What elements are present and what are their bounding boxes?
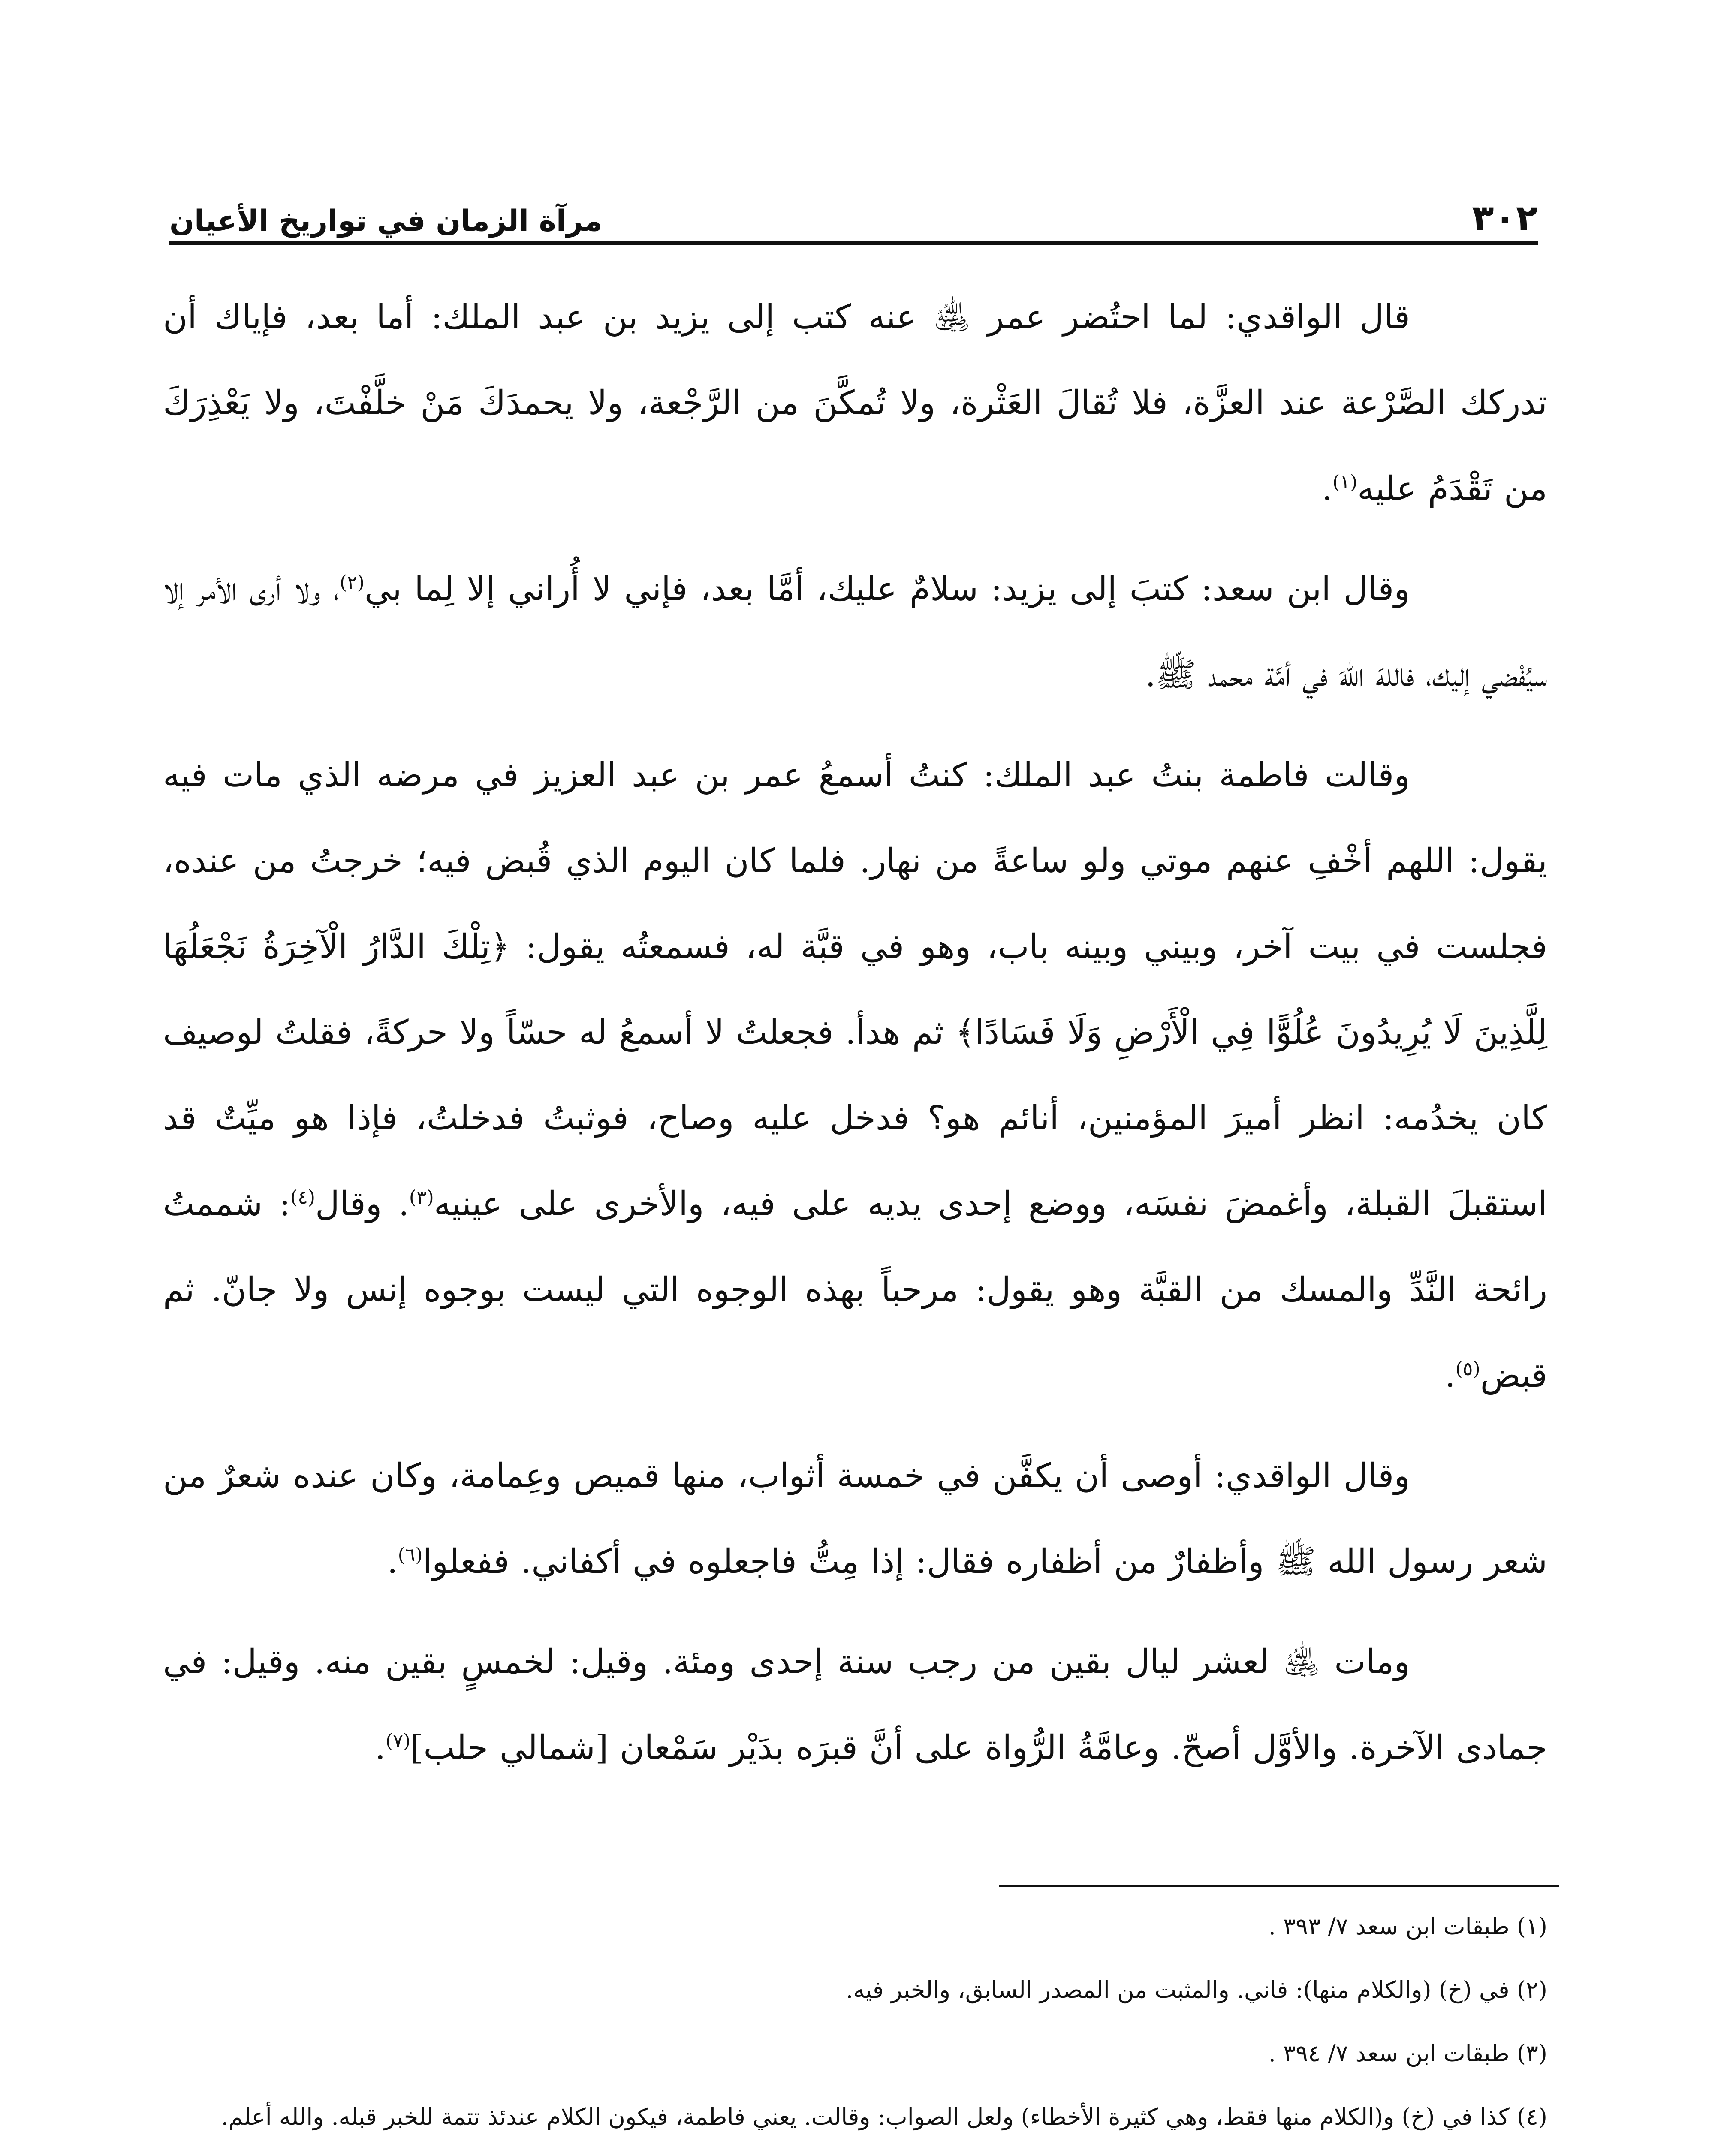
- footnote-ref-4: (٤): [290, 1186, 316, 1208]
- paragraph-4: وقال الواقدي: أوصى أن يكفَّن في خمسة أثواب، منها قميص وعِمامة، وكان عنده شعرٌ من شعر رسول الله ﷺ وأظفارٌ من أظفاره فقال: إذا مِتُّ فاجعلوه في أكفاني. ففعلوا$^{(٦)}$.: [163, 1457, 1547, 1581]
- header-rule: [169, 241, 1538, 245]
- paragraph-1: قال الواقدي: لما احتُضر عمر ﵁ عنه كتب إلى يزيد بن عبد الملك: أما بعد، فإياك أن تدركك الصَّرْعة عند العزَّة، فلا تُقالَ العَثْرة، ولا تُمكَّنَ من الرَّجْعة، ولا يحمدَكَ مَنْ خلَّفْتَ، ولا يَعْذِرَكَ من تَقْدَمُ عليه$^{(١)}$.: [163, 298, 1547, 508]
- page-number: ٣٠٢: [1472, 197, 1538, 239]
- footnote-ref-3: (٣): [409, 1186, 434, 1208]
- footnote-2: (٢) في (خ) (والكلام منها): فاني. والمثبت من المصدر السابق، والخبر فيه.: [846, 1976, 1547, 2003]
- paragraph-3: وقالت فاطمة بنتُ عبد الملك: كنتُ أسمعُ عمر بن عبد العزيز في مرضه الذي مات فيه يقول: اللهم أخْفِ عنهم موتي ولو ساعةً من نهار. فلما كان اليوم الذي قُبض فيه؛ خرجتُ من عنده، فجلست في بيت آخر، وبيني وبينه باب، وهو في قبَّة له، فسمعتُه يقول: ﴿تِلْكَ الدَّارُ الْآخِرَةُ نَجْعَلُهَا لِلَّذِينَ لَا يُرِيدُونَ عُلُوًّا فِي الْأَرْضِ وَلَا فَسَادًا﴾ ثم هدأ. فجعلتُ لا أسمعُ له حسّاً ولا حركةً، فقلتُ لوصيف كان يخدُمه: انظر أميرَ المؤمنين، أنائم هو؟ فدخل عليه وصاح، فوثبتُ فدخلتُ، فإذا هو ميِّتٌ قد استقبلَ القبلة، وأغمضَ نفسَه، ووضع إحدى يديه على فيه، والأخرى على عينيه$^{(٣)}$. وقال$^{(٤)}$: شممتُ رائحة النَّدِّ والمسك من القبَّة وهو يقول: مرحباً بهذه الوجوه التي ليست بوجوه إنس ولا جانّ. ثم قبض$^{(٥)}$.: [163, 756, 1548, 1395]
- footnote-ref-2: (٢): [339, 572, 365, 593]
- footnote-ref-1: (١): [1332, 471, 1358, 493]
- footnote-separator: [999, 1885, 1559, 1887]
- footnotes: [163, 1904, 1547, 2144]
- footnote-ref-7: (٧): [386, 1730, 411, 1752]
- footnote-4: (٤) كذا في (خ) و(الكلام منها فقط، وهي كثيرة الأخطاء) ولعل الصواب: وقالت. يعني فاطمة، فيكون الكلام عندئذ تتمة للخبر قبله. والله أعلم.: [221, 2103, 1547, 2130]
- footnote-1: (١) طبقات ابن سعد ٧/ ٣٩٣ .: [1268, 1913, 1547, 1940]
- footnote-ref-6: (٦): [398, 1544, 423, 1566]
- paragraph-5: ومات ﵁ لعشر ليال بقين من رجب سنة إحدى ومئة. وقيل: لخمسٍ بقين منه. وقيل: في جمادى الآخرة. والأوَّل أصحّ. وعامَّةُ الرُّواة على أنَّ قبرَه بدَيْر سَمْعان [شمالي حلب]$^{(٧)}$.: [163, 1643, 1547, 1767]
- paragraph-2: وقال ابن سعد: كتبَ إلى يزيد: سلامٌ عليك، أمَّا بعد، فإني لا أُراني إلا لِما بي$^{(٢)}$، ولا أرى الأمر إلا سيُفْضي إليك، فاللهَ اللهَ في أمَّة محمد ﷺ.: [163, 570, 1547, 694]
- page-header: [169, 172, 1538, 239]
- footnote-ref-5: (٥): [1455, 1358, 1480, 1380]
- footnote-3: (٣) طبقات ابن سعد ٧/ ٣٩٤ .: [1268, 2040, 1547, 2067]
- book-title: مرآة الزمان في تواريخ الأعيان: [169, 204, 603, 238]
- main-text: [163, 274, 1547, 1805]
